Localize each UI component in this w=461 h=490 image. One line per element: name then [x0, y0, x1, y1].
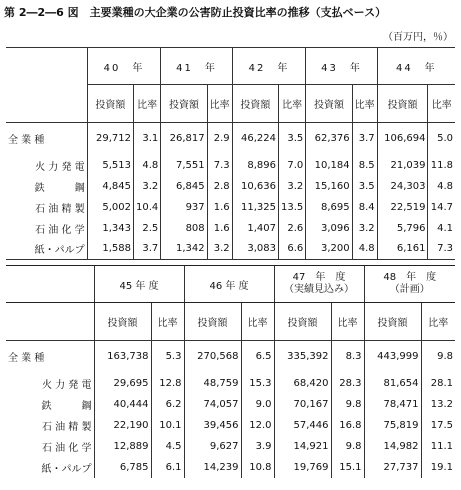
- investment-cell: 1,343: [87, 218, 133, 239]
- year-label: 45 年 度: [119, 280, 159, 292]
- investment-cell: 29,695: [94, 373, 151, 394]
- ratio-cell: 2.9: [207, 123, 232, 155]
- year-header: [274, 266, 364, 303]
- table-row: [6, 436, 455, 457]
- col-header-ratio: 比率: [134, 85, 161, 123]
- header-blank: [6, 303, 94, 341]
- ratio-cell: 9.8: [331, 394, 364, 415]
- ratio-cell: 28.3: [331, 373, 364, 394]
- investment-cell: 8,896: [232, 155, 278, 176]
- investment-cell: 3,096: [306, 218, 352, 239]
- year-header: 44 年: [377, 48, 455, 85]
- investment-cell: 14,982: [364, 436, 421, 457]
- ratio-cell: 14.7: [428, 197, 455, 218]
- ratio-cell: 5.0: [428, 123, 455, 155]
- ratio-cell: 6.1: [151, 457, 184, 478]
- industry-label: 石 油 化 学: [35, 224, 85, 236]
- ratio-cell: 9.8: [331, 436, 364, 457]
- industry-label: 全 業 種: [8, 353, 45, 365]
- ratio-cell: 7.0: [279, 155, 306, 176]
- industry-label: 火 力 発 電: [35, 161, 85, 173]
- ratio-cell: 3.9: [241, 436, 274, 457]
- investment-cell: 29,712: [87, 123, 133, 155]
- ratio-cell: 15.3: [241, 373, 274, 394]
- investment-cell: 62,376: [306, 123, 352, 155]
- investment-cell: 57,446: [274, 415, 331, 436]
- table-row: [6, 197, 455, 218]
- year-header: 42 年: [232, 48, 306, 85]
- col-header-investment: 投資額: [161, 85, 207, 123]
- investment-cell: 11,325: [232, 197, 278, 218]
- col-header-ratio: 比率: [151, 303, 184, 341]
- header-blank: [6, 48, 87, 85]
- investment-cell: 5,796: [377, 218, 428, 239]
- investment-cell: 163,738: [94, 341, 151, 373]
- ratio-cell: 4.5: [151, 436, 184, 457]
- ratio-cell: 6.6: [279, 239, 306, 260]
- table-row: [6, 373, 455, 394]
- year-note: （計画）: [389, 284, 430, 295]
- ratio-cell: 28.1: [421, 373, 455, 394]
- col-header-ratio: 比率: [207, 85, 232, 123]
- col-header-investment: 投資額: [94, 303, 151, 341]
- table-row: [6, 341, 455, 373]
- col-header-ratio: 比率: [421, 303, 455, 341]
- col-header-ratio: 比率: [241, 303, 274, 341]
- investment-cell: 4,845: [87, 176, 133, 197]
- table-row: [6, 218, 455, 239]
- industry-label: 全 業 種: [8, 135, 45, 147]
- col-header-ratio: 比率: [331, 303, 364, 341]
- ratio-cell: 5.3: [151, 341, 184, 373]
- investment-cell: 6,845: [161, 176, 207, 197]
- investment-cell: 24,303: [377, 176, 428, 197]
- ratio-cell: 7.3: [207, 155, 232, 176]
- investment-cell: 10,636: [232, 176, 278, 197]
- investment-cell: 68,420: [274, 373, 331, 394]
- year-header: 40 年: [87, 48, 161, 85]
- investment-cell: 39,456: [184, 415, 241, 436]
- ratio-cell: 12.8: [151, 373, 184, 394]
- investment-cell: 40,444: [94, 394, 151, 415]
- ratio-cell: 3.1: [134, 123, 161, 155]
- investment-cell: 74,057: [184, 394, 241, 415]
- year-header: [364, 266, 455, 303]
- investment-cell: 443,999: [364, 341, 421, 373]
- ratio-cell: 3.5: [352, 176, 377, 197]
- table-row: [6, 239, 455, 260]
- year-label: 46 年 度: [209, 280, 249, 292]
- investment-cell: 46,224: [232, 123, 278, 155]
- document-title: 第 2―2―6 図 主要業種の大企業の公害防止投資比率の推移（支払ベース）: [4, 6, 387, 19]
- investment-cell: 26,817: [161, 123, 207, 155]
- col-header-investment: 投資額: [274, 303, 331, 341]
- ratio-cell: 11.8: [428, 155, 455, 176]
- col-header-investment: 投資額: [87, 85, 133, 123]
- ratio-cell: 19.1: [421, 457, 455, 478]
- investment-cell: 27,737: [364, 457, 421, 478]
- year-header: [184, 266, 274, 303]
- table-row: [6, 457, 455, 478]
- industry-label: 石 油 精 製: [41, 421, 92, 433]
- investment-cell: 48,759: [184, 373, 241, 394]
- col-header-investment: 投資額: [232, 85, 278, 123]
- col-header-investment: 投資額: [364, 303, 421, 341]
- investment-cell: 12,889: [94, 436, 151, 457]
- year-header: 43 年: [306, 48, 377, 85]
- investment-table-1970-1973: [6, 265, 455, 478]
- col-header-investment: 投資額: [184, 303, 241, 341]
- ratio-cell: 16.8: [331, 415, 364, 436]
- ratio-cell: 3.2: [279, 176, 306, 197]
- industry-label: 石 油 化 学: [41, 442, 92, 454]
- investment-cell: 5,513: [87, 155, 133, 176]
- investment-cell: 270,568: [184, 341, 241, 373]
- ratio-cell: 10.4: [134, 197, 161, 218]
- ratio-cell: 9.0: [241, 394, 274, 415]
- ratio-cell: 2.6: [279, 218, 306, 239]
- investment-cell: 15,160: [306, 176, 352, 197]
- ratio-cell: 3.7: [134, 239, 161, 260]
- investment-cell: 14,239: [184, 457, 241, 478]
- investment-cell: 808: [161, 218, 207, 239]
- ratio-cell: 1.6: [207, 218, 232, 239]
- header-blank: [6, 85, 87, 123]
- year-label: 47 年 度: [292, 272, 346, 283]
- ratio-cell: 2.5: [134, 218, 161, 239]
- industry-label: 紙・パルプ: [6, 239, 87, 260]
- investment-cell: 1,588: [87, 239, 133, 260]
- investment-cell: 10,184: [306, 155, 352, 176]
- investment-cell: 3,083: [232, 239, 278, 260]
- investment-cell: 1,407: [232, 218, 278, 239]
- table-row: [6, 394, 455, 415]
- industry-label: 火 力 発 電: [41, 379, 92, 391]
- industry-label: 紙・パルプ: [41, 463, 92, 475]
- ratio-cell: 13.5: [279, 197, 306, 218]
- investment-cell: 78,471: [364, 394, 421, 415]
- header-blank: [6, 266, 94, 303]
- industry-label: 石 油 精 製: [35, 203, 85, 215]
- ratio-cell: 1.6: [207, 197, 232, 218]
- table-row: [6, 123, 455, 155]
- ratio-cell: 3.2: [134, 176, 161, 197]
- table-row: [6, 415, 455, 436]
- investment-cell: 3,200: [306, 239, 352, 260]
- industry-label: 鉄 鋼: [41, 400, 92, 412]
- ratio-cell: 8.5: [352, 155, 377, 176]
- investment-cell: 22,519: [377, 197, 428, 218]
- ratio-cell: 11.1: [421, 436, 455, 457]
- table-row: [6, 176, 455, 197]
- col-header-investment: 投資額: [377, 85, 428, 123]
- year-note: （実績見込み）: [284, 284, 354, 295]
- investment-cell: 6,785: [94, 457, 151, 478]
- investment-cell: 106,694: [377, 123, 428, 155]
- investment-cell: 335,392: [274, 341, 331, 373]
- investment-cell: 9,627: [184, 436, 241, 457]
- year-label: 48 年 度: [383, 272, 437, 283]
- investment-cell: 70,167: [274, 394, 331, 415]
- ratio-cell: 9.8: [421, 341, 455, 373]
- ratio-cell: 3.2: [352, 218, 377, 239]
- table-row: [6, 155, 455, 176]
- ratio-cell: 7.3: [428, 239, 455, 260]
- col-header-investment: 投資額: [306, 85, 352, 123]
- ratio-cell: 8.3: [331, 341, 364, 373]
- ratio-cell: 13.2: [421, 394, 455, 415]
- investment-cell: 21,039: [377, 155, 428, 176]
- ratio-cell: 4.1: [428, 218, 455, 239]
- ratio-cell: 4.8: [352, 239, 377, 260]
- ratio-cell: 4.8: [428, 176, 455, 197]
- investment-cell: 22,190: [94, 415, 151, 436]
- investment-cell: 1,342: [161, 239, 207, 260]
- investment-cell: 81,654: [364, 373, 421, 394]
- ratio-cell: 3.7: [352, 123, 377, 155]
- year-header: [94, 266, 184, 303]
- investment-cell: 937: [161, 197, 207, 218]
- ratio-cell: 6.5: [241, 341, 274, 373]
- col-header-ratio: 比率: [352, 85, 377, 123]
- ratio-cell: 10.8: [241, 457, 274, 478]
- ratio-cell: 6.2: [151, 394, 184, 415]
- ratio-cell: 2.8: [207, 176, 232, 197]
- investment-cell: 75,819: [364, 415, 421, 436]
- investment-cell: 14,921: [274, 436, 331, 457]
- investment-cell: 6,161: [377, 239, 428, 260]
- ratio-cell: 8.4: [352, 197, 377, 218]
- ratio-cell: 12.0: [241, 415, 274, 436]
- ratio-cell: 3.5: [279, 123, 306, 155]
- col-header-ratio: 比率: [428, 85, 455, 123]
- investment-cell: 8,695: [306, 197, 352, 218]
- investment-cell: 5,002: [87, 197, 133, 218]
- ratio-cell: 4.8: [134, 155, 161, 176]
- col-header-ratio: 比率: [279, 85, 306, 123]
- investment-cell: 19,769: [274, 457, 331, 478]
- industry-label: 鉄 鋼: [34, 182, 85, 194]
- ratio-cell: 3.2: [207, 239, 232, 260]
- ratio-cell: 10.1: [151, 415, 184, 436]
- ratio-cell: 17.5: [421, 415, 455, 436]
- investment-cell: 7,551: [161, 155, 207, 176]
- ratio-cell: 15.1: [331, 457, 364, 478]
- unit-note: （百万円，％）: [383, 32, 453, 43]
- year-header: 41 年: [161, 48, 232, 85]
- investment-table-1965-1969: [6, 47, 455, 260]
